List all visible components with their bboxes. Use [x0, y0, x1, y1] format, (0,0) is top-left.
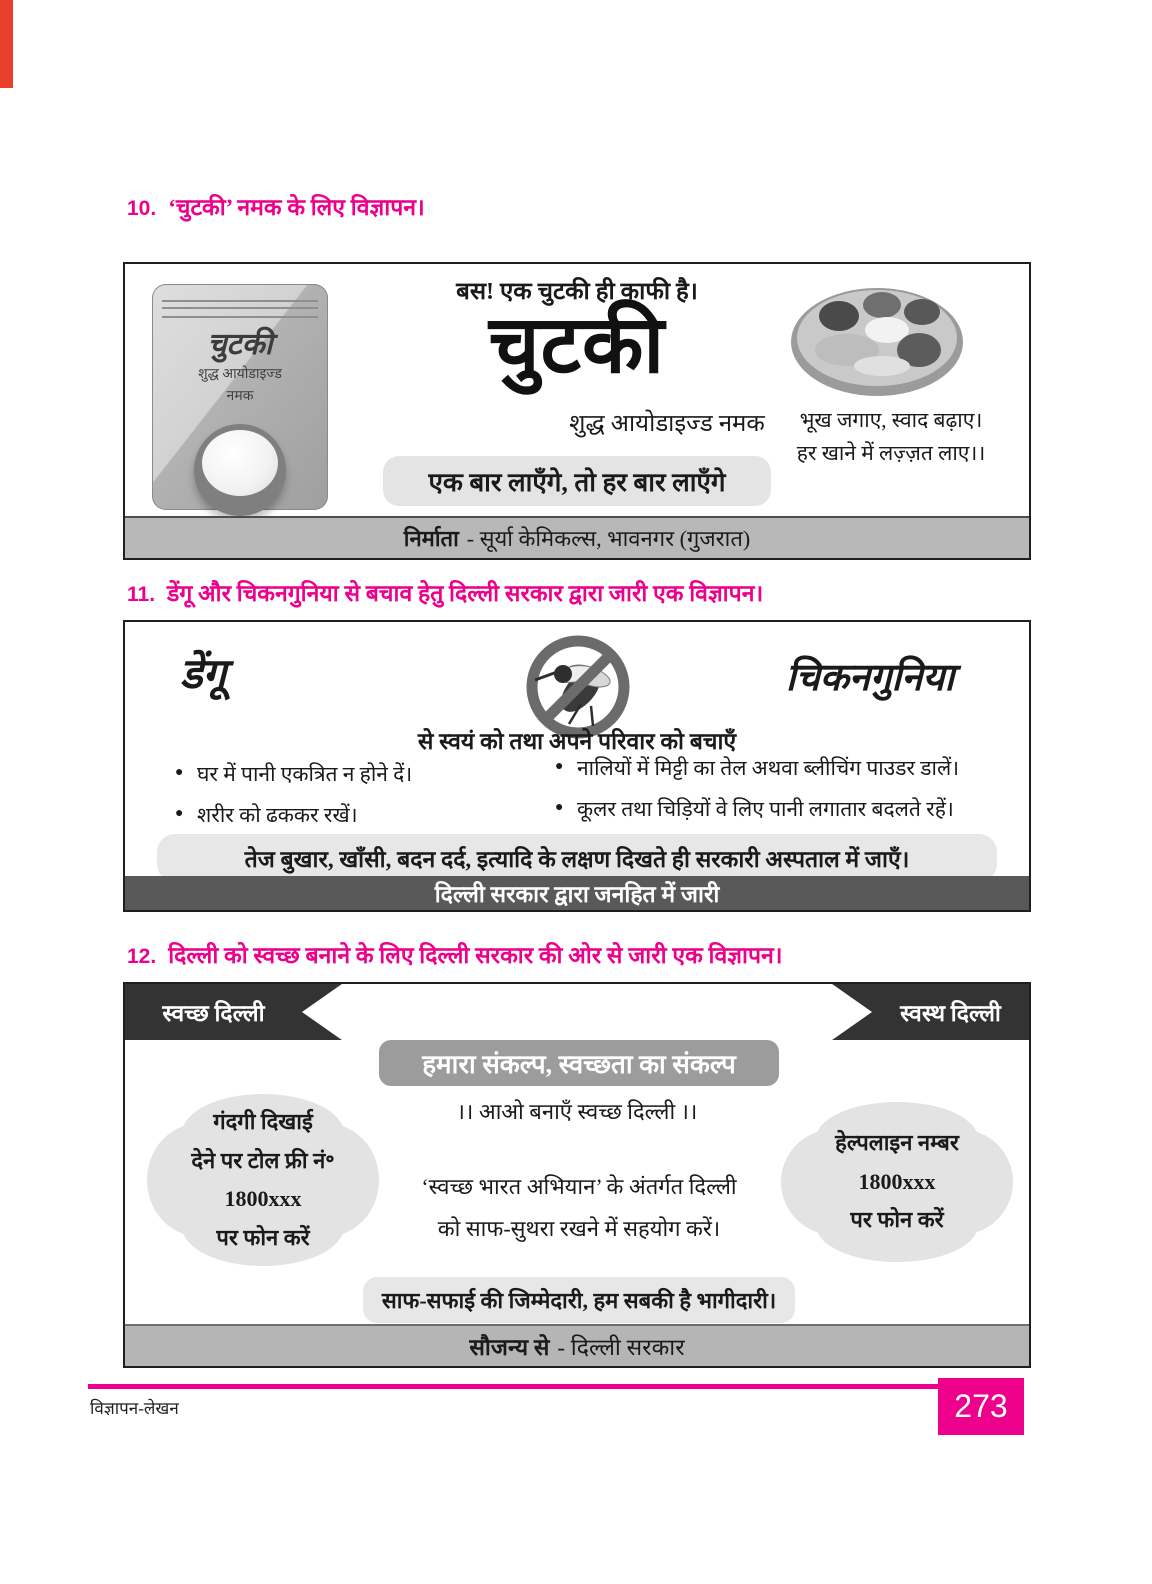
dengue-bullet-list-right	[555, 750, 1025, 832]
tollfree-line1: गंदगी दिखाई	[213, 1109, 313, 1134]
packet-zipper	[162, 300, 318, 318]
heading-item-10	[127, 190, 425, 222]
dengue-warning-pill: तेज बुखार, खाँसी, बदन दर्द, इत्यादि के लक्षण दिखते ही सरकारी अस्पताल में जाएँ।	[157, 834, 997, 882]
swachh-center-line2: को साफ-सुथरा रखने में सहयोग करें।	[437, 1215, 721, 1241]
salt-benefit-line2: हर खाने में लज़्ज़त लाए।।	[796, 440, 986, 465]
bullet-item: ● शरीर को ढककर रखें।	[175, 797, 535, 834]
swachh-slogan-pill: हमारा संकल्प, स्वच्छता का संकल्प	[379, 1040, 779, 1086]
bullet-item: ● घर में पानी एकत्रित न होने दें।	[175, 756, 535, 793]
salt-tagline-pill: एक बार लाएँगे, तो हर बार लाएँगे	[383, 456, 771, 506]
packet-line1: शुद्ध आयोडाइज्ड	[198, 367, 282, 382]
bullet-item: ● नालियों में मिट्टी का तेल अथवा ब्लीचिंग पाउडर डालें।	[555, 750, 1025, 787]
heading-12-text: दिल्ली को स्वच्छ बनाने के लिए दिल्ली सरकार की ओर से जारी एक विज्ञापन।	[168, 943, 783, 968]
salt-benefit-text	[763, 404, 1019, 469]
packet-line2: नमक	[226, 389, 254, 404]
dengue-title: डेंगू	[180, 652, 227, 698]
salt-brand-subtitle: शुद्ध आयोडाइज्ड नमक	[569, 411, 765, 437]
heading-10-number: 10.	[127, 197, 157, 220]
ribbon-right-label: स्वस्थ दिल्ली	[900, 1001, 1001, 1026]
red-corner-strip	[0, 0, 13, 88]
heading-item-11	[127, 576, 763, 608]
tollfree-line4: पर फोन करें	[216, 1224, 310, 1250]
swachh-header-ribbon	[125, 984, 1029, 1040]
heading-item-12	[127, 938, 783, 970]
swachh-center-line1: ‘स्वच्छ भारत अभियान’ के अंतर्गत दिल्ली	[421, 1174, 737, 1199]
ribbon-left-label: स्वच्छ दिल्ली	[162, 1001, 265, 1026]
heading-11-text: डेंगू और चिकनगुनिया से बचाव हेतु दिल्ली सरकार द्वारा जारी एक विज्ञापन।	[167, 581, 764, 606]
dengue-ad-box	[123, 620, 1031, 912]
helpline-blob-text	[781, 1102, 1013, 1262]
salt-ad-box	[123, 262, 1031, 560]
salt-maker-label: निर्माता	[403, 526, 459, 551]
helpline-number: 1800xxx	[858, 1168, 936, 1194]
swachh-invocation: ।। आओ बनाएँ स्वच्छ दिल्ली ।।	[456, 1099, 698, 1124]
helpline-blob	[781, 1102, 1013, 1262]
swachh-bottom-pill: साफ-सफाई की जिम्मेदारी, हम सबकी है भागीदारी।	[363, 1277, 795, 1323]
dengue-subtitle: से स्वयं को तथा अपने परिवार को बचाएँ	[417, 729, 737, 754]
dengue-issuer-bar: दिल्ली सरकार द्वारा जनहित में जारी	[125, 876, 1029, 910]
salt-brand-logo: चुटकी	[488, 302, 666, 390]
heading-12-number: 12.	[127, 945, 157, 968]
bullet-item: ● कूलर तथा चिड़ियों वे लिए पानी लगातार बदलते रहें।	[555, 791, 1025, 828]
tollfree-line2: देने पर टोल फ्री नं॰	[191, 1147, 335, 1173]
salt-maker-bar	[125, 516, 1029, 558]
tollfree-blob	[147, 1094, 379, 1266]
courtesy-label: सौजन्य से	[469, 1335, 550, 1360]
salt-maker-text: - सूर्या केमिकल्स, भावनगर (गुजरात)	[466, 526, 751, 551]
ribbon-arrow-shape	[302, 984, 872, 1040]
footer-section-label: विज्ञापन-लेखन	[90, 1399, 179, 1418]
dengue-bullet-list-left	[175, 756, 535, 838]
helpline-line3: पर फोन करें	[850, 1207, 944, 1233]
packet-brand-label: चुटकी	[207, 328, 273, 361]
heading-11-number: 11.	[127, 583, 156, 606]
swachh-courtesy-bar	[125, 1324, 1029, 1366]
salt-heap-image	[202, 430, 278, 496]
page-number-badge: 273	[938, 1378, 1024, 1435]
salt-ad-headline: बस! एक चुटकी ही काफी है।	[456, 279, 698, 305]
salt-benefit-line1: भूख जगाए, स्वाद बढ़ाए।	[799, 408, 983, 432]
swachh-ad-box	[123, 982, 1031, 1368]
chikungunya-title: चिकनगुनिया	[785, 657, 955, 699]
helpline-line1: हेल्पलाइन नम्बर	[835, 1130, 959, 1156]
courtesy-text: - दिल्ली सरकार	[557, 1335, 685, 1360]
salt-packet-image	[152, 284, 328, 510]
heading-10-text: ‘चुटकी’ नमक के लिए विज्ञापन।	[168, 195, 425, 220]
footer-rule	[88, 1384, 1024, 1389]
tollfree-blob-text	[147, 1094, 379, 1266]
tollfree-number: 1800xxx	[224, 1186, 302, 1211]
food-plate-image	[787, 278, 967, 400]
swachh-center-text	[387, 1166, 771, 1250]
